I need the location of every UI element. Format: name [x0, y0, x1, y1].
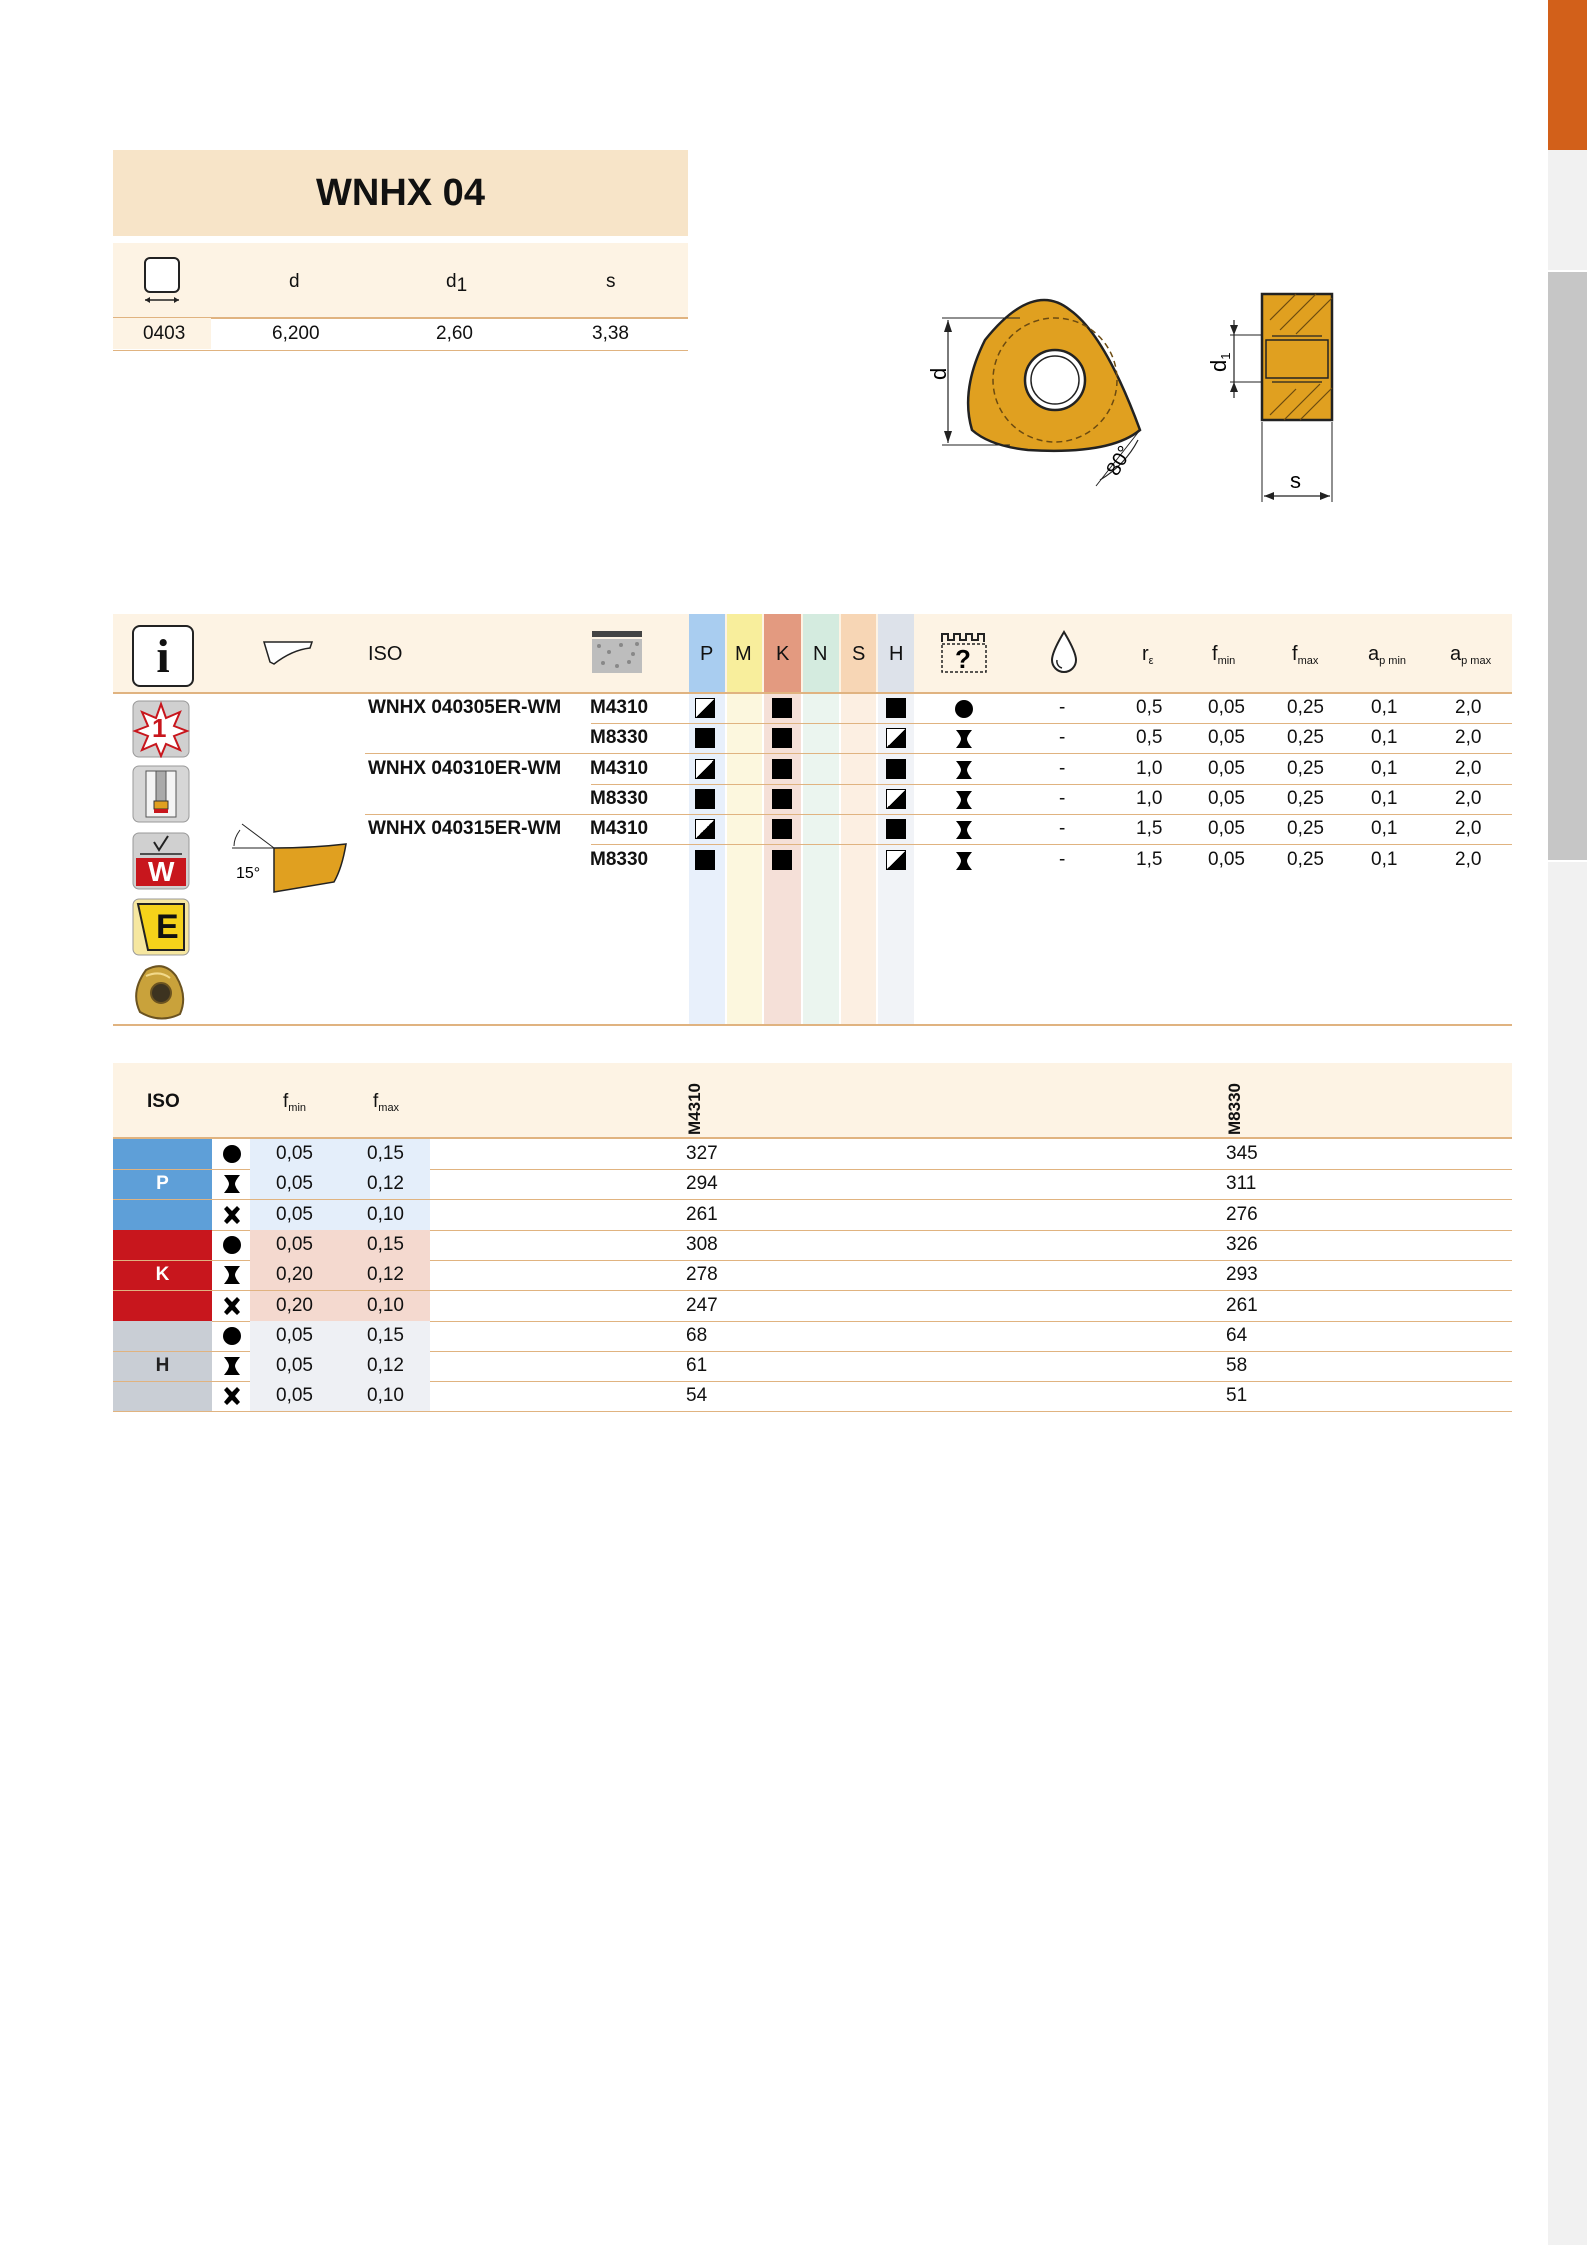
row-iso-code: WNHX 040305ER-WM — [368, 697, 562, 718]
header-r: $r_\varepsilon$ — [1142, 643, 1154, 667]
cut-speed-grade2: 261 — [1226, 1294, 1258, 1316]
table-row[interactable] — [113, 755, 1512, 785]
header-s: S — [852, 643, 866, 665]
row-apmin: 0,1 — [1371, 848, 1398, 870]
cutting-row[interactable] — [113, 1321, 1512, 1352]
row-fmin: 0,05 — [1208, 848, 1245, 870]
cut-speed-grade2: 58 — [1226, 1355, 1248, 1377]
header-apmin: $a_{p min}$ — [1368, 643, 1407, 667]
insert-photo-icon — [130, 962, 192, 1024]
cut-fmin: 0,20 — [276, 1294, 313, 1316]
header-h: H — [889, 643, 904, 665]
row-radius: 1,5 — [1136, 848, 1163, 870]
mark-k — [772, 850, 792, 870]
cut-speed-grade1: 278 — [686, 1264, 718, 1286]
dimension-table-header — [113, 243, 688, 319]
rake-profile-icon — [262, 640, 314, 670]
cut-speed-grade1: 261 — [686, 1203, 718, 1225]
info-icon[interactable]: i — [132, 625, 194, 687]
mark-h — [886, 759, 906, 779]
mark-p — [695, 698, 715, 718]
cut-speed-grade1: 308 — [686, 1233, 718, 1255]
cut-fmax: 0,10 — [367, 1294, 404, 1316]
cutting-row[interactable] — [113, 1351, 1512, 1382]
row-fmin: 0,05 — [1208, 697, 1245, 718]
label-s: s — [1290, 468, 1301, 493]
mark-h — [886, 789, 906, 809]
edge-tab — [1548, 272, 1587, 860]
cutting-row[interactable] — [113, 1139, 1512, 1170]
cut-speed-grade2: 311 — [1226, 1173, 1257, 1195]
cut-fmax: 0,10 — [367, 1203, 404, 1225]
edge-tab-active — [1548, 0, 1587, 150]
row-grade: M8330 — [590, 787, 649, 809]
dim-s: 3,38 — [592, 323, 629, 344]
cut-fmin: 0,05 — [276, 1324, 313, 1346]
application-bow-icon — [953, 728, 975, 750]
mark-k — [772, 819, 792, 839]
row-apmax: 2,0 — [1455, 787, 1482, 809]
row-apmax: 2,0 — [1455, 818, 1482, 840]
row-apmin: 0,1 — [1371, 757, 1398, 779]
row-grade: M8330 — [590, 848, 649, 870]
cut-fmax: 0,15 — [367, 1143, 404, 1164]
cutting-row[interactable] — [113, 1291, 1512, 1322]
cut-fmax: 0,12 — [367, 1355, 404, 1377]
cut-fmax: 0,10 — [367, 1385, 404, 1407]
header-k: K — [776, 643, 790, 665]
row-fmax: 0,25 — [1287, 848, 1324, 870]
cut-speed-grade1: 294 — [686, 1173, 718, 1195]
header-n: N — [813, 643, 828, 665]
row-coolant: - — [1059, 787, 1066, 809]
cut-header-grade1: M4310 — [685, 1083, 704, 1135]
row-radius: 1,0 — [1136, 757, 1163, 779]
table-row[interactable] — [113, 724, 1512, 754]
row-coolant: - — [1059, 727, 1066, 749]
application-dot-icon — [953, 698, 975, 720]
row-radius: 1,5 — [1136, 818, 1163, 840]
row-apmin: 0,1 — [1371, 727, 1398, 749]
cut-speed-grade2: 51 — [1226, 1385, 1248, 1407]
row-grade: M4310 — [590, 757, 649, 779]
cut-fmax: 0,12 — [367, 1173, 404, 1195]
cut-header-grade2: M8330 — [1225, 1083, 1244, 1135]
star-one-icon[interactable]: 1 — [132, 700, 190, 758]
application-cross-icon — [221, 1295, 243, 1317]
mark-h — [886, 698, 906, 718]
cut-speed-grade1: 68 — [686, 1324, 708, 1346]
row-grade: M4310 — [590, 818, 649, 840]
mark-k — [772, 698, 792, 718]
row-grade: M4310 — [590, 697, 649, 718]
cut-speed-grade1: 54 — [686, 1385, 708, 1407]
cut-header-fmin: $f_{min}$ — [283, 1091, 307, 1114]
row-apmin: 0,1 — [1371, 787, 1398, 809]
cut-fmin: 0,20 — [276, 1264, 313, 1286]
row-grade: M8330 — [590, 727, 649, 749]
row-coolant: - — [1059, 848, 1066, 870]
row-radius: 0,5 — [1136, 727, 1163, 749]
cut-fmin: 0,05 — [276, 1385, 313, 1407]
insert-technical-drawing — [900, 280, 1360, 510]
cutting-row[interactable] — [113, 1230, 1512, 1261]
grade-texture-icon — [591, 630, 643, 674]
material-group-k: K — [113, 1230, 212, 1321]
mark-k — [772, 759, 792, 779]
application-cross-icon — [221, 1204, 243, 1226]
row-fmax: 0,25 — [1287, 757, 1324, 779]
mark-k — [772, 789, 792, 809]
application-dot-icon — [221, 1325, 243, 1347]
row-fmax: 0,25 — [1287, 697, 1324, 718]
row-fmax: 0,25 — [1287, 727, 1324, 749]
page-title: WNHX 04 — [113, 150, 688, 236]
row-fmax: 0,25 — [1287, 818, 1324, 840]
application-bow-icon — [221, 1264, 243, 1286]
header-d1: d1 — [446, 271, 468, 296]
cut-speed-grade1: 61 — [686, 1355, 708, 1377]
svg-text:?: ? — [955, 644, 971, 674]
label-d1: d1 — [1206, 352, 1233, 372]
cutting-table-header — [113, 1063, 1512, 1139]
mark-h — [886, 819, 906, 839]
material-group-h: H — [113, 1321, 212, 1412]
row-apmin: 0,1 — [1371, 818, 1398, 840]
cut-fmin: 0,05 — [276, 1355, 313, 1377]
dim-d1: 2,60 — [436, 323, 473, 344]
geometry-angle-label: 15° — [236, 865, 261, 882]
mark-k — [772, 728, 792, 748]
row-fmax: 0,25 — [1287, 787, 1324, 809]
header-apmax: $a_{p max}$ — [1450, 643, 1492, 667]
application-dot-icon — [221, 1234, 243, 1256]
header-s: s — [606, 271, 616, 292]
row-iso-code: WNHX 040315ER-WM — [368, 818, 562, 840]
row-coolant: - — [1059, 697, 1066, 718]
cut-header-fmax: $f_{max}$ — [373, 1091, 400, 1114]
cut-speed-grade2: 64 — [1226, 1324, 1248, 1346]
mark-h — [886, 728, 906, 748]
cut-speed-grade1: 247 — [686, 1294, 718, 1316]
row-apmax: 2,0 — [1455, 697, 1482, 718]
application-bow-icon — [953, 759, 975, 781]
label-d: d — [926, 367, 951, 380]
dim-code: 0403 — [143, 323, 186, 344]
mark-p — [695, 759, 715, 779]
row-fmin: 0,05 — [1208, 727, 1245, 749]
header-iso: ISO — [368, 643, 403, 665]
row-coolant: - — [1059, 818, 1066, 840]
edge-tab — [1548, 150, 1587, 270]
cut-speed-grade2: 326 — [1226, 1233, 1258, 1255]
insert-size-icon — [142, 255, 182, 305]
cut-speed-grade2: 345 — [1226, 1143, 1258, 1164]
application-bow-icon — [221, 1355, 243, 1377]
label-angle: 80° — [1102, 442, 1137, 480]
dim-d: 6,200 — [272, 323, 320, 344]
row-fmin: 0,05 — [1208, 787, 1245, 809]
table-row[interactable] — [113, 846, 1512, 876]
cut-speed-grade1: 327 — [686, 1143, 718, 1164]
row-fmin: 0,05 — [1208, 757, 1245, 779]
cut-speed-grade2: 293 — [1226, 1264, 1258, 1286]
row-apmax: 2,0 — [1455, 727, 1482, 749]
cutting-row[interactable] — [113, 1200, 1512, 1231]
mark-p — [695, 819, 715, 839]
header-d: d — [289, 271, 300, 292]
cut-fmax: 0,12 — [367, 1264, 404, 1286]
application-cross-icon — [221, 1385, 243, 1407]
row-coolant: - — [1059, 757, 1066, 779]
edge-tab — [1548, 862, 1587, 2245]
material-group-p: P — [113, 1139, 212, 1230]
row-fmin: 0,05 — [1208, 818, 1245, 840]
application-bow-icon — [953, 819, 975, 841]
e-badge-icon[interactable]: E — [132, 898, 190, 956]
application-question-icon — [940, 628, 988, 674]
row-iso-code: WNHX 040310ER-WM — [368, 757, 562, 779]
header-m: M — [735, 643, 752, 665]
cut-fmax: 0,15 — [367, 1233, 404, 1255]
table-row[interactable] — [113, 694, 1512, 724]
coolant-drop-icon — [1048, 630, 1080, 676]
cutting-row[interactable] — [113, 1169, 1512, 1200]
cut-header-iso: ISO — [147, 1091, 180, 1112]
w-badge-icon[interactable]: W — [132, 832, 190, 890]
row-radius: 0,5 — [1136, 697, 1163, 718]
cut-fmin: 0,05 — [276, 1233, 313, 1255]
row-apmax: 2,0 — [1455, 757, 1482, 779]
dimension-row — [113, 318, 688, 351]
row-apmin: 0,1 — [1371, 697, 1398, 718]
cut-speed-grade2: 276 — [1226, 1203, 1258, 1225]
header-fmin: $f_{min}$ — [1212, 643, 1236, 667]
mark-h — [886, 850, 906, 870]
cut-fmin: 0,05 — [276, 1143, 313, 1164]
table-row[interactable] — [113, 815, 1512, 845]
mark-p — [695, 789, 715, 809]
mark-p — [695, 850, 715, 870]
table-row[interactable] — [113, 785, 1512, 815]
cut-fmin: 0,05 — [276, 1203, 313, 1225]
application-bow-icon — [953, 850, 975, 872]
row-apmax: 2,0 — [1455, 848, 1482, 870]
cutting-row[interactable] — [113, 1381, 1512, 1412]
header-p: P — [700, 643, 714, 665]
cut-fmin: 0,05 — [276, 1173, 313, 1195]
mark-p — [695, 728, 715, 748]
application-dot-icon — [221, 1143, 243, 1165]
header-fmax: $f_{max}$ — [1292, 643, 1319, 667]
application-bow-icon — [953, 789, 975, 811]
cutting-row[interactable] — [113, 1260, 1512, 1291]
cut-fmax: 0,15 — [367, 1324, 404, 1346]
row-radius: 1,0 — [1136, 787, 1163, 809]
application-bow-icon — [221, 1173, 243, 1195]
